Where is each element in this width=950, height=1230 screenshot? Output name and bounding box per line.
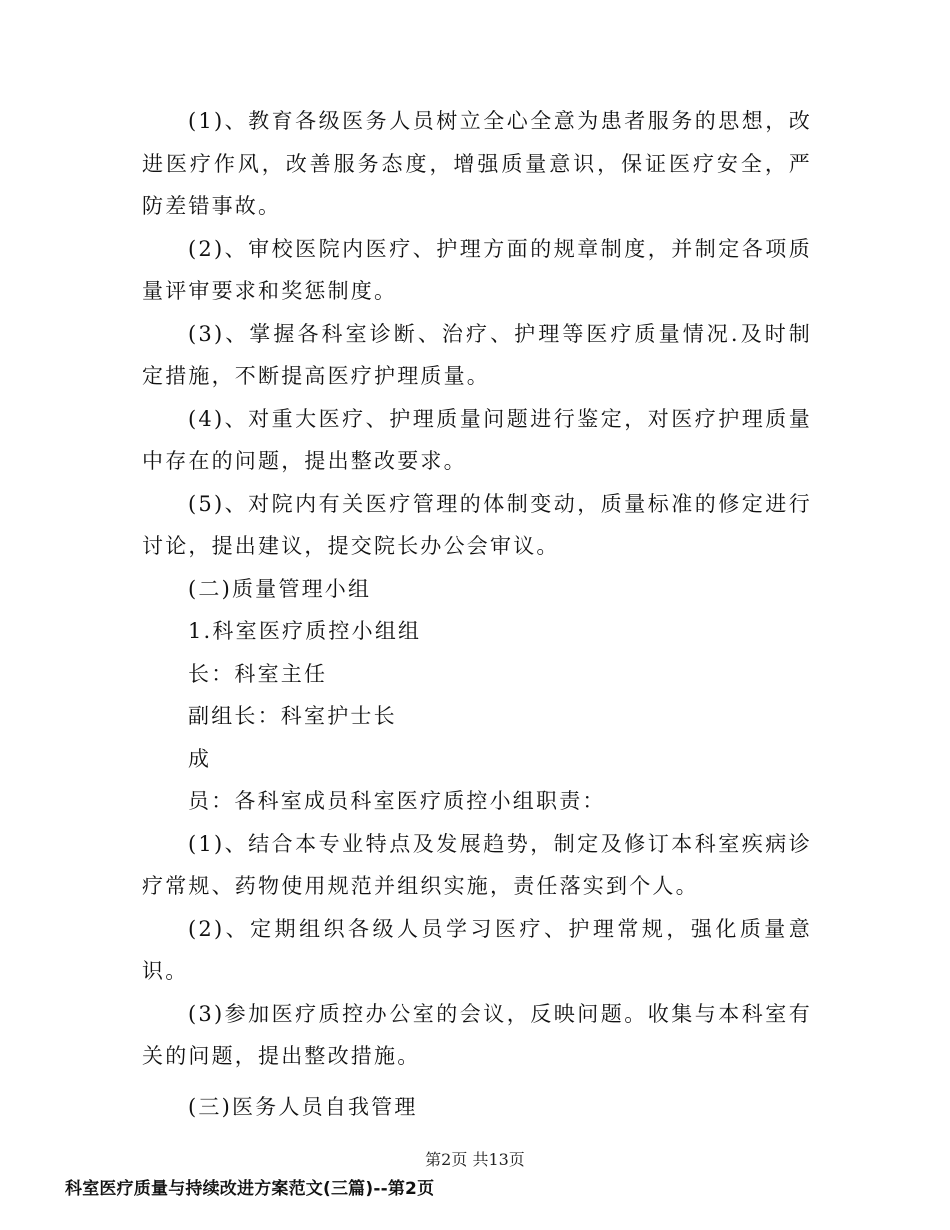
- paragraph-group-duty-1: (1)、结合本专业特点及发展趋势，制定及修订本科室疾病诊疗常规、药物使用规范并组织实施，责任落实到个人。: [142, 831, 812, 898]
- subsection-heading-dept-group: 1.科室医疗质控小组组: [188, 619, 422, 643]
- members-line: 员：各科室成员科室医疗质控小组职责：: [188, 789, 606, 813]
- paragraph-duty-1: (1)、教育各级医务人员树立全心全意为患者服务的思想，改进医疗作风，改善服务态度，增强质量意识，保证医疗安全，严防差错事故。: [142, 109, 812, 218]
- section-heading-self-management: (三)医务人员自我管理: [188, 1094, 418, 1119]
- group-leader-line: 长：科室主任: [188, 661, 328, 686]
- paragraph-group-duty-3: (3)参加医疗质控办公室的会议，反映问题。收集与本科室有关的问题，提出整改措施。: [142, 1001, 812, 1068]
- paragraph-duty-4: (4)、对重大医疗、护理质量问题进行鉴定，对医疗护理质量中存在的问题，提出整改要求。: [142, 406, 812, 473]
- section-heading-quality-group: (二)质量管理小组: [188, 576, 372, 601]
- page-number-indicator: 第2页 共13页: [425, 1150, 525, 1169]
- members-label-line: 成: [188, 746, 212, 771]
- paragraph-duty-2: (2)、审校医院内医疗、护理方面的规章制度，并制定各项质量评审要求和奖惩制度。: [142, 236, 812, 303]
- document-body: [142, 100, 812, 1128]
- paragraph-group-duty-2: (2)、定期组织各级人员学习医疗、护理常规，强化质量意识。: [142, 916, 812, 983]
- paragraph-duty-5: (5)、对院内有关医疗管理的体制变动，质量标准的修定进行讨论，提出建议，提交院长办公会审议。: [142, 491, 812, 558]
- deputy-leader-line: 副组长：科室护士长: [188, 704, 397, 728]
- paragraph-duty-3: (3)、掌握各科室诊断、治疗、护理等医疗质量情况.及时制定措施，不断提高医疗护理质量。: [142, 321, 812, 388]
- document-caption: 科室医疗质量与持续改进方案范文(三篇)--第2页: [65, 1179, 435, 1199]
